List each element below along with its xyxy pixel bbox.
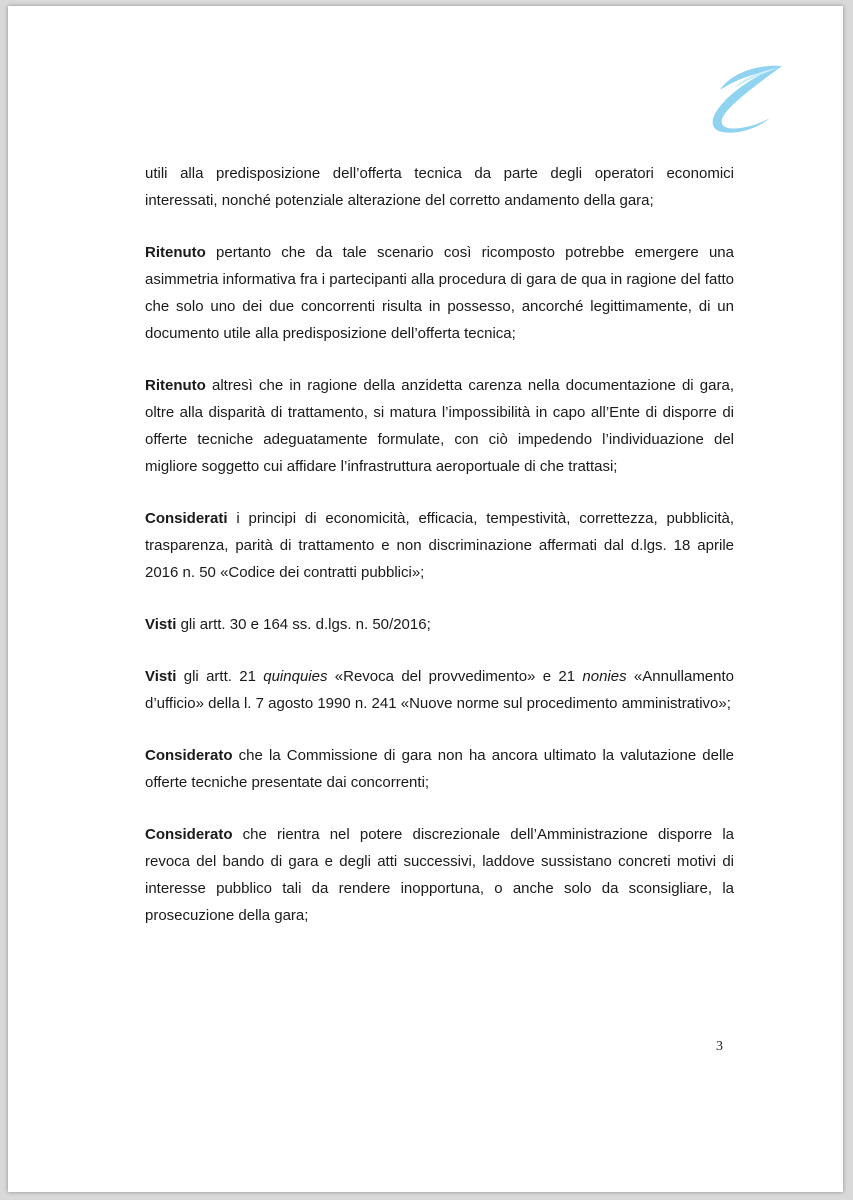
paragraph-keyword: Ritenuto <box>145 377 206 394</box>
paragraph-keyword: Considerati <box>145 510 228 527</box>
paragraph-text: che la Commissione di gara non ha ancora ultimato la valutazione delle offerte tecniche presentate dai concorrenti; <box>145 747 734 791</box>
paragraph-keyword: Visti <box>145 668 177 685</box>
paragraph-text: «Annullamento d’ufficio» della l. 7 agosto 1990 n. 241 «Nuove norme sul procedimento amministrativo»; <box>145 668 735 712</box>
paragraph-considerato-1 <box>145 742 734 796</box>
page-number: 3 <box>716 1039 723 1054</box>
paragraph-considerato-2 <box>145 821 734 929</box>
paragraph-considerati <box>145 505 734 586</box>
italic-term: quinquies <box>263 668 328 685</box>
paragraph-continuation <box>145 160 734 214</box>
paragraph-text: pertanto che da tale scenario così ricomposto potrebbe emergere una asimmetria informativa fra i partecipanti alla procedura di gara de qua in ragione del fatto che solo uno dei due concorrenti risulta in possesso, ancorché legittimamente, di un documento utile alla predisposizione dell’offerta tecnica; <box>145 244 734 342</box>
paragraph-text: altresì che in ragione della anzidetta carenza nella documentazione di gara, oltre alla disparità di trattamento, si matura l’impossibilità in capo all’Ente di disporre di offerte tecniche adeguatamente formulate, con ciò impedendo l’individuazione del migliore soggetto cui affidare l’infrastruttura aeroportuale di che trattasi; <box>145 377 734 475</box>
italic-term: nonies <box>582 668 627 685</box>
paragraph-text: utili alla predisposizione dell’offerta tecnica da parte degli operatori economici interessati, nonché potenziale alterazione del corretto andamento della gara; <box>145 165 734 209</box>
paragraph-visti-2 <box>145 663 734 717</box>
document-body <box>145 160 734 929</box>
paragraph-keyword: Considerato <box>145 826 233 843</box>
paragraph-text: gli artt. 21 <box>176 668 264 685</box>
paragraph-text: che rientra nel potere discrezionale dell’Amministrazione disporre la revoca del bando di gara e degli atti successivi, laddove sussistano concreti motivi di interesse pubblico tali da rendere inopportuna, o anche solo da sconsigliare, la prosecuzione della gara; <box>145 826 734 924</box>
paragraph-keyword: Considerato <box>145 747 233 764</box>
paragraph-ritenuto-2 <box>145 372 734 480</box>
paragraph-text: i principi di economicità, efficacia, tempestività, correttezza, pubblicità, trasparenza, parità di trattamento e non discriminazione affermati dal d.lgs. 18 aprile 2016 n. 50 «Codice dei contratti pubblici»; <box>145 510 734 581</box>
paragraph-ritenuto-1 <box>145 239 734 347</box>
paragraph-keyword: Visti <box>145 616 177 633</box>
paragraph-text: gli artt. 30 e 164 ss. d.lgs. n. 50/2016; <box>176 616 431 633</box>
paragraph-text: «Revoca del provvedimento» e 21 <box>327 668 583 685</box>
swoosh-logo-icon <box>696 60 792 140</box>
paragraph-visti-1 <box>145 611 734 638</box>
document-page <box>8 6 843 1192</box>
paragraph-keyword: Ritenuto <box>145 244 206 261</box>
